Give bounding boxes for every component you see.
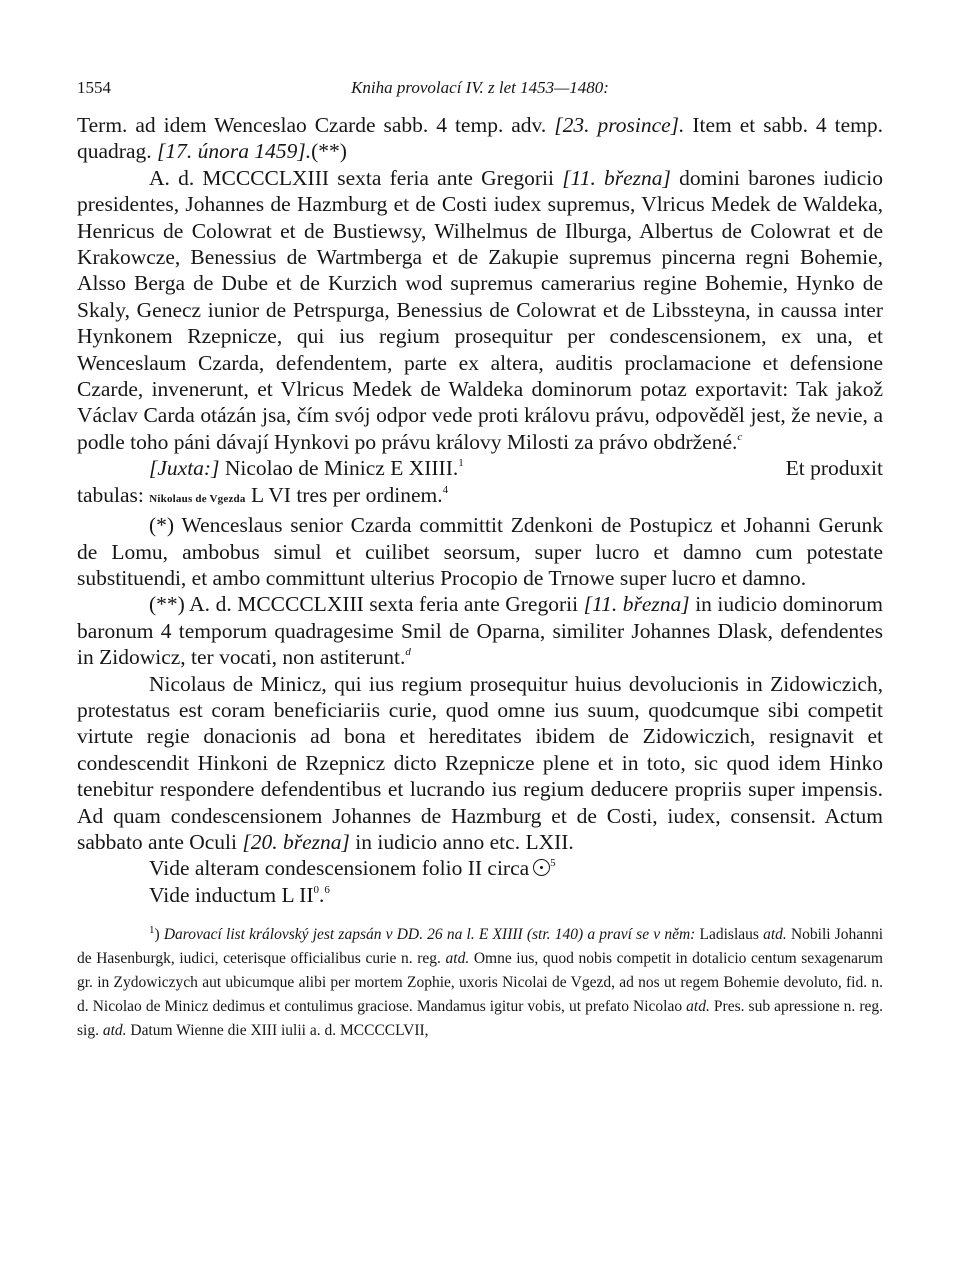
juxta-continuation <box>77 482 883 512</box>
editorial-note: Darovací list královský jest zapsán v DD. 26 na l. E XIIII (str. 140) a praví se v něm: <box>159 926 696 944</box>
text: Nicolaus de Minicz, qui ius regium prosequitur huius devolucionis in Zidowiczich, protestatus est coram beneficiariis curie, quod omne ius suum, quodcumque sibi competit virtute regie donacionis ad bona et hereditates ibidem de Zidowiczich, resignavit et condescendit Hinkoni de Rzepnicz dicto Rzepnicze plene et in toto, sic quod idem Hinko tenebitur respondere defendentibus et lucrando ius regium deducere propriis super impensis. Ad quam condescensionem Johannes de Hazmburg et de Costi, iudex, consensit. Actum sabbato ante Oculi <box>77 671 883 854</box>
editorial-note: [Juxta:] <box>149 456 220 481</box>
text: Pres. sub apressione n. reg. sig. <box>77 998 883 1040</box>
footnote-marker: c <box>737 430 743 443</box>
text: Vide alteram condescensionem folio II circa <box>149 856 530 881</box>
text: Omne ius, quod nobis competit in dotalicio centum sexagenarum gr. in Zydowiczych aut ubicumque alibi per mortem Zophie, uxoris Nicolai de Vgezd, ad nos ut regem Bohemie devoluto, fid. n. d. Nicolao de Minicz dedimus et contulimus graciose. Mandamus igitur vobis, ut prefato Nicolao <box>77 950 883 1016</box>
text: L VI tres per ordinem. <box>245 482 443 507</box>
text: tabulas: <box>77 482 150 507</box>
date-note: [17. února 1459]. <box>157 139 312 164</box>
footnote-number: 1 <box>149 924 155 937</box>
text: . <box>319 882 325 907</box>
paragraph-term <box>77 112 883 165</box>
date-note: [11. března] <box>562 165 671 190</box>
paragraph-committit: (*) Wenceslaus senior Czarda committit Zdenkoni de Postupicz et Johanni Gerunk de Lomu, ambobus simul et cuilibet seorsum, super lucro et damno cum potestate substituendi, et ambo committunt ulterius Procopio de Trnowe super lucro et damno. <box>77 513 883 590</box>
main-text <box>77 112 883 908</box>
paragraph-decision <box>77 165 883 455</box>
superscript: 0 <box>313 883 319 896</box>
vide-line-2 <box>77 882 883 908</box>
text: domini barones iudicio presidentes, Johannes de Hazmburg et de Costi iudex supremus, Vlricus Medek de Waldeka, Henricus de Colowrat et de Bustiewsy, Wilhelmus de Ilburga, Albertus de Colowrat et de Krakowcze, Benessius de Wartmberga et de Zakupie supremus pincerna regni Bohemie, Alsso Berga de Dube et de Kurzich wod supremus camerarius regine Bohemie, Hynko de Skaly, Genecz iunior de Petrspurga, Benessius de Colowrat et de Libssteyna, in caussa inter Hynkonem Rzepnicze, qui ius regium prosequitur per condescensionem, ex una, et Wenceslaum Czarda, defendentem, parte ex altera, auditis proclamacione et defensione Czarde, invenerunt, et Vlricus Medek de Waldeka dominorum potaz exportavit: Tak jakož Václav Carda otázán jsa, čím svój odpor vede proti královu právu, odpověděl jest, že nevie, a podle toho páni dávají Hynkovi po právu královy Milosti za právo obdržené. <box>77 165 883 454</box>
circle-dot-icon <box>533 859 550 876</box>
text: Item et sabb. 4 temp. quadrag. <box>77 113 883 164</box>
text: Datum Wienne die XIII iulii a. d. MCCCCLVII, <box>126 1022 429 1040</box>
date-note: [20. března] <box>242 829 350 854</box>
juxta-line <box>77 455 883 481</box>
footnote-marker: 6 <box>324 883 330 896</box>
page <box>77 78 883 1043</box>
small-caps-name: Nikolaus de Vgezda <box>149 492 246 505</box>
footnote <box>77 918 883 1043</box>
page-number: 1554 <box>77 78 111 97</box>
text: (**) A. d. MCCCCLXIII sexta feria ante Gregorii <box>149 592 584 617</box>
text: A. d. MCCCCLXIII sexta feria ante Gregorii <box>149 165 563 190</box>
abbreviation: atd. <box>445 950 470 968</box>
abbreviation: atd. <box>686 998 710 1016</box>
footnote-text <box>77 918 883 1043</box>
text: ) <box>154 926 160 944</box>
text: in iudicio dominorum baronum 4 temporum quadragesime Smil de Oparna, similiter Johannes Dlask, defendentes in Zidowicz, ter vocati, non astiterunt. <box>77 592 883 670</box>
text: Nicolao de Minicz E XIIII. <box>219 456 459 481</box>
abbreviation: atd. <box>102 1022 127 1040</box>
footnote-marker: 1 <box>458 457 464 470</box>
paragraph-astiterunt <box>77 591 883 670</box>
abbreviation: atd. <box>763 926 787 944</box>
text: (**) <box>311 139 347 164</box>
text: Ladislaus <box>699 926 764 944</box>
footnote-marker: 4 <box>442 483 449 496</box>
running-header <box>77 78 883 112</box>
footnote-marker: 5 <box>550 857 556 870</box>
date-note: [23. prosince]. <box>554 113 685 137</box>
text: Vide inductum L II <box>149 882 314 907</box>
text: Term. ad idem Wenceslao Czarde sabb. 4 temp. adv. <box>77 113 555 137</box>
text: in iudicio anno etc. LXII. <box>349 829 574 854</box>
date-note: [11. března] <box>583 592 690 617</box>
vide-line-1 <box>77 855 883 881</box>
running-title: Kniha provolací IV. z let 1453—1480: <box>351 78 609 97</box>
text: Nobili Johanni de Hasenburgk, iudici, ceterisque officialibus curie n. reg. <box>77 926 883 968</box>
paragraph-nicolaus <box>77 671 883 856</box>
footnote-marker: d <box>405 646 411 659</box>
text: Et produxit <box>785 456 883 481</box>
